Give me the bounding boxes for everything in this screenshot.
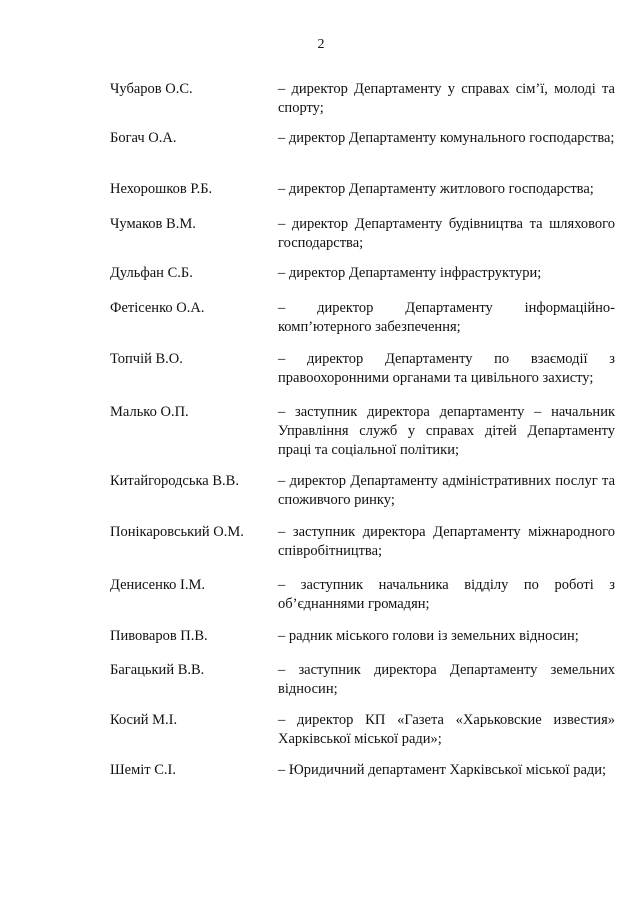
entry-name: Чумаков В.М. xyxy=(110,216,196,232)
entry-name: Малько О.П. xyxy=(110,404,189,420)
entry-name: Богач О.А. xyxy=(110,130,177,146)
entry-name: Чубаров О.С. xyxy=(110,81,193,97)
entry-role: – директор Департаменту інформаційно-комп’ютерного забезпечення; xyxy=(278,300,615,335)
entry-role: – директор Департаменту житлового господарства; xyxy=(278,181,594,197)
entry-role: – директор Департаменту будівництва та шляхового господарства; xyxy=(278,216,615,251)
entry-name: Пивоваров П.В. xyxy=(110,628,208,644)
entry-name: Фетісенко О.А. xyxy=(110,300,205,316)
entry-name: Дульфан С.Б. xyxy=(110,265,193,281)
entry-name: Нехорошков Р.Б. xyxy=(110,181,213,197)
entry-name: Денисенко І.М. xyxy=(110,577,205,593)
entry-name: Косий М.І. xyxy=(110,712,178,728)
entry-name: Багацький В.В. xyxy=(110,662,205,678)
page-number: 2 xyxy=(317,37,325,52)
entry-role: – Юридичний департамент Харківської міської ради; xyxy=(278,762,607,778)
entry-role: – заступник директора Департаменту земельних відносин; xyxy=(278,662,615,697)
entry-role: – директор Департаменту у справах сім’ї, молоді та спорту; xyxy=(278,81,615,116)
entry-name: Шеміт С.І. xyxy=(110,762,176,778)
entry-role: – радник міського голови із земельних відносин; xyxy=(278,628,579,644)
entry-role: – заступник директора департаменту – начальник Управління служб у справах дітей Департаменту праці та соціальної політики; xyxy=(278,404,615,458)
entry-role: – заступник начальника відділу по роботі з об’єднаннями громадян; xyxy=(278,577,615,612)
entry-role: – директор КП «Газета «Харьковские известия» Харківської міської ради»; xyxy=(278,712,615,747)
entry-name: Понікаровський О.М. xyxy=(110,524,244,540)
entry-role: – заступник директора Департаменту міжнародного співробітництва; xyxy=(278,524,615,559)
entry-role: – директор Департаменту адміністративних послуг та споживчого ринку; xyxy=(278,473,615,508)
entry-role: – директор Департаменту комунального господарства; xyxy=(278,130,615,146)
entry-role: – директор Департаменту по взаємодії з правоохоронними органами та цивільного захисту; xyxy=(278,351,615,386)
entry-role: – директор Департаменту інфраструктури; xyxy=(278,265,542,281)
entry-name: Китайгородська В.В. xyxy=(110,473,239,489)
entry-name: Топчій В.О. xyxy=(110,351,183,367)
